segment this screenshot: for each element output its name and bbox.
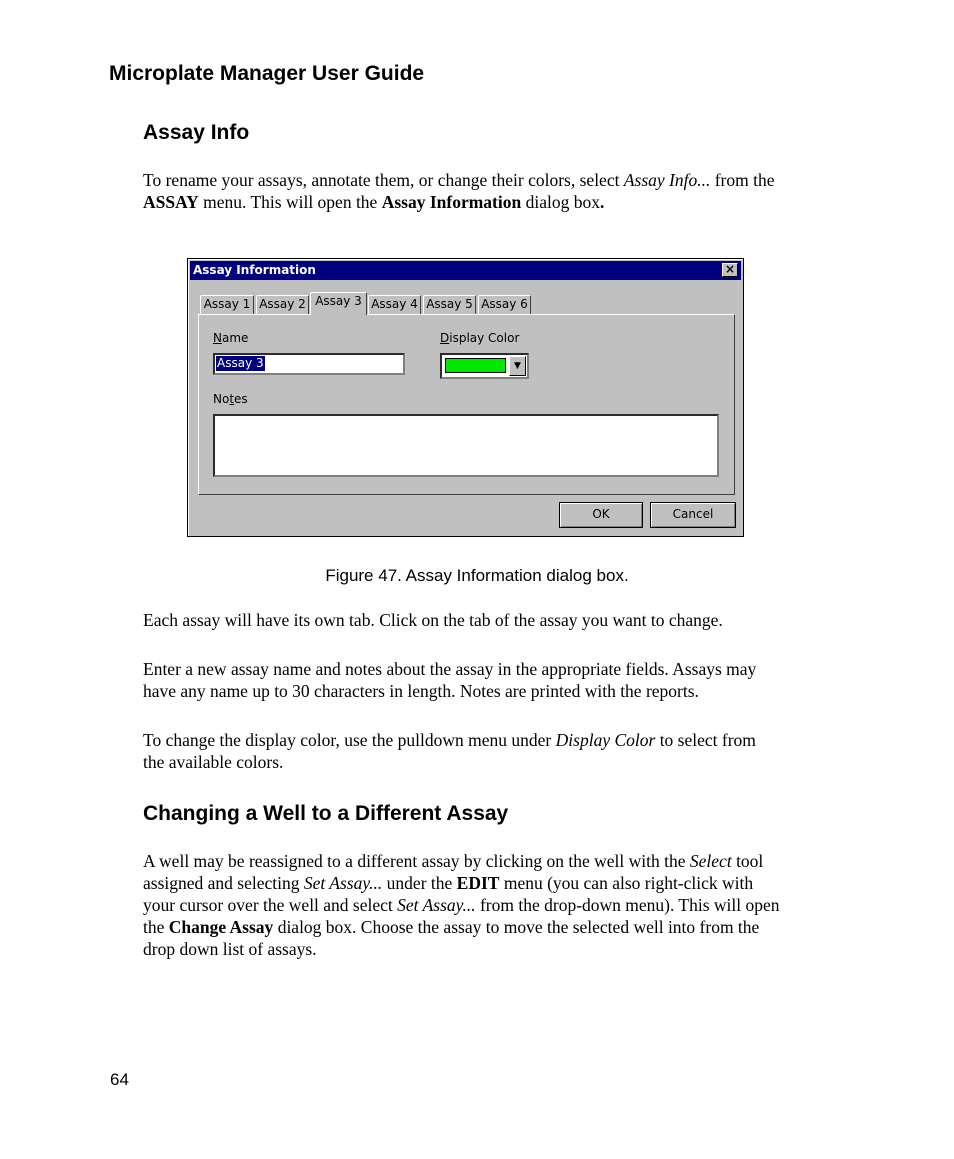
notes-label: Notes — [213, 392, 248, 406]
tab-assay-4[interactable]: Assay 4 — [368, 295, 421, 314]
tab-assay-2[interactable]: Assay 2 — [256, 295, 309, 314]
section-heading-assay-info: Assay Info — [143, 121, 250, 144]
color-swatch — [445, 358, 506, 373]
tab-assay-5[interactable]: Assay 5 — [423, 295, 476, 314]
assay-information-dialog — [187, 258, 744, 537]
chevron-down-icon[interactable]: ▼ — [509, 356, 526, 376]
notes-field[interactable] — [213, 414, 719, 477]
paragraph-tabs: Each assay will have its own tab. Click on the tab of the assay you want to change. — [143, 610, 723, 630]
tab-assay-1[interactable]: Assay 1 — [200, 295, 254, 314]
tab-assay-3[interactable]: Assay 3 — [310, 292, 367, 315]
name-label: Name — [213, 331, 249, 345]
display-color-select[interactable] — [440, 353, 529, 379]
display-color-label: Display Color — [440, 331, 520, 345]
dialog-title: Assay Information — [193, 263, 316, 277]
dialog-titlebar — [190, 261, 741, 280]
ok-button[interactable]: OK — [559, 502, 643, 528]
intro-paragraph: To rename your assays, annotate them, or change their colors, select Assay Info... from the ASSAY menu. This will open the Assay Information dialog box. — [143, 170, 775, 212]
tab-assay-6[interactable]: Assay 6 — [478, 295, 531, 314]
figure-caption: Figure 47. Assay Information dialog box. — [325, 566, 629, 585]
running-title: Microplate Manager User Guide — [109, 62, 425, 85]
paragraph-reassign-well: A well may be reassigned to a different assay by clicking on the well with the Select tool assigned and selecting Set Assay... under the EDIT menu (you can also right-click with your cursor over the well and select Set Assay... from the drop-down menu). This will open the Change Assay dialog box. Choose the assay to move the selected well into from the drop down list of assays. — [143, 851, 780, 959]
page-number: 64 — [110, 1070, 129, 1089]
section-heading-changing-well: Changing a Well to a Different Assay — [143, 802, 509, 825]
name-field[interactable] — [213, 353, 405, 375]
name-field-value: Assay 3 — [217, 356, 264, 370]
paragraph-name-notes: Enter a new assay name and notes about the assay in the appropriate fields. Assays may have any name up to 30 characters in length. Notes are printed with the reports. — [143, 659, 757, 701]
cancel-button[interactable]: Cancel — [650, 502, 736, 528]
close-icon[interactable]: × — [722, 263, 738, 277]
paragraph-display-color: To change the display color, use the pulldown menu under Display Color to select from the available colors. — [143, 730, 756, 772]
